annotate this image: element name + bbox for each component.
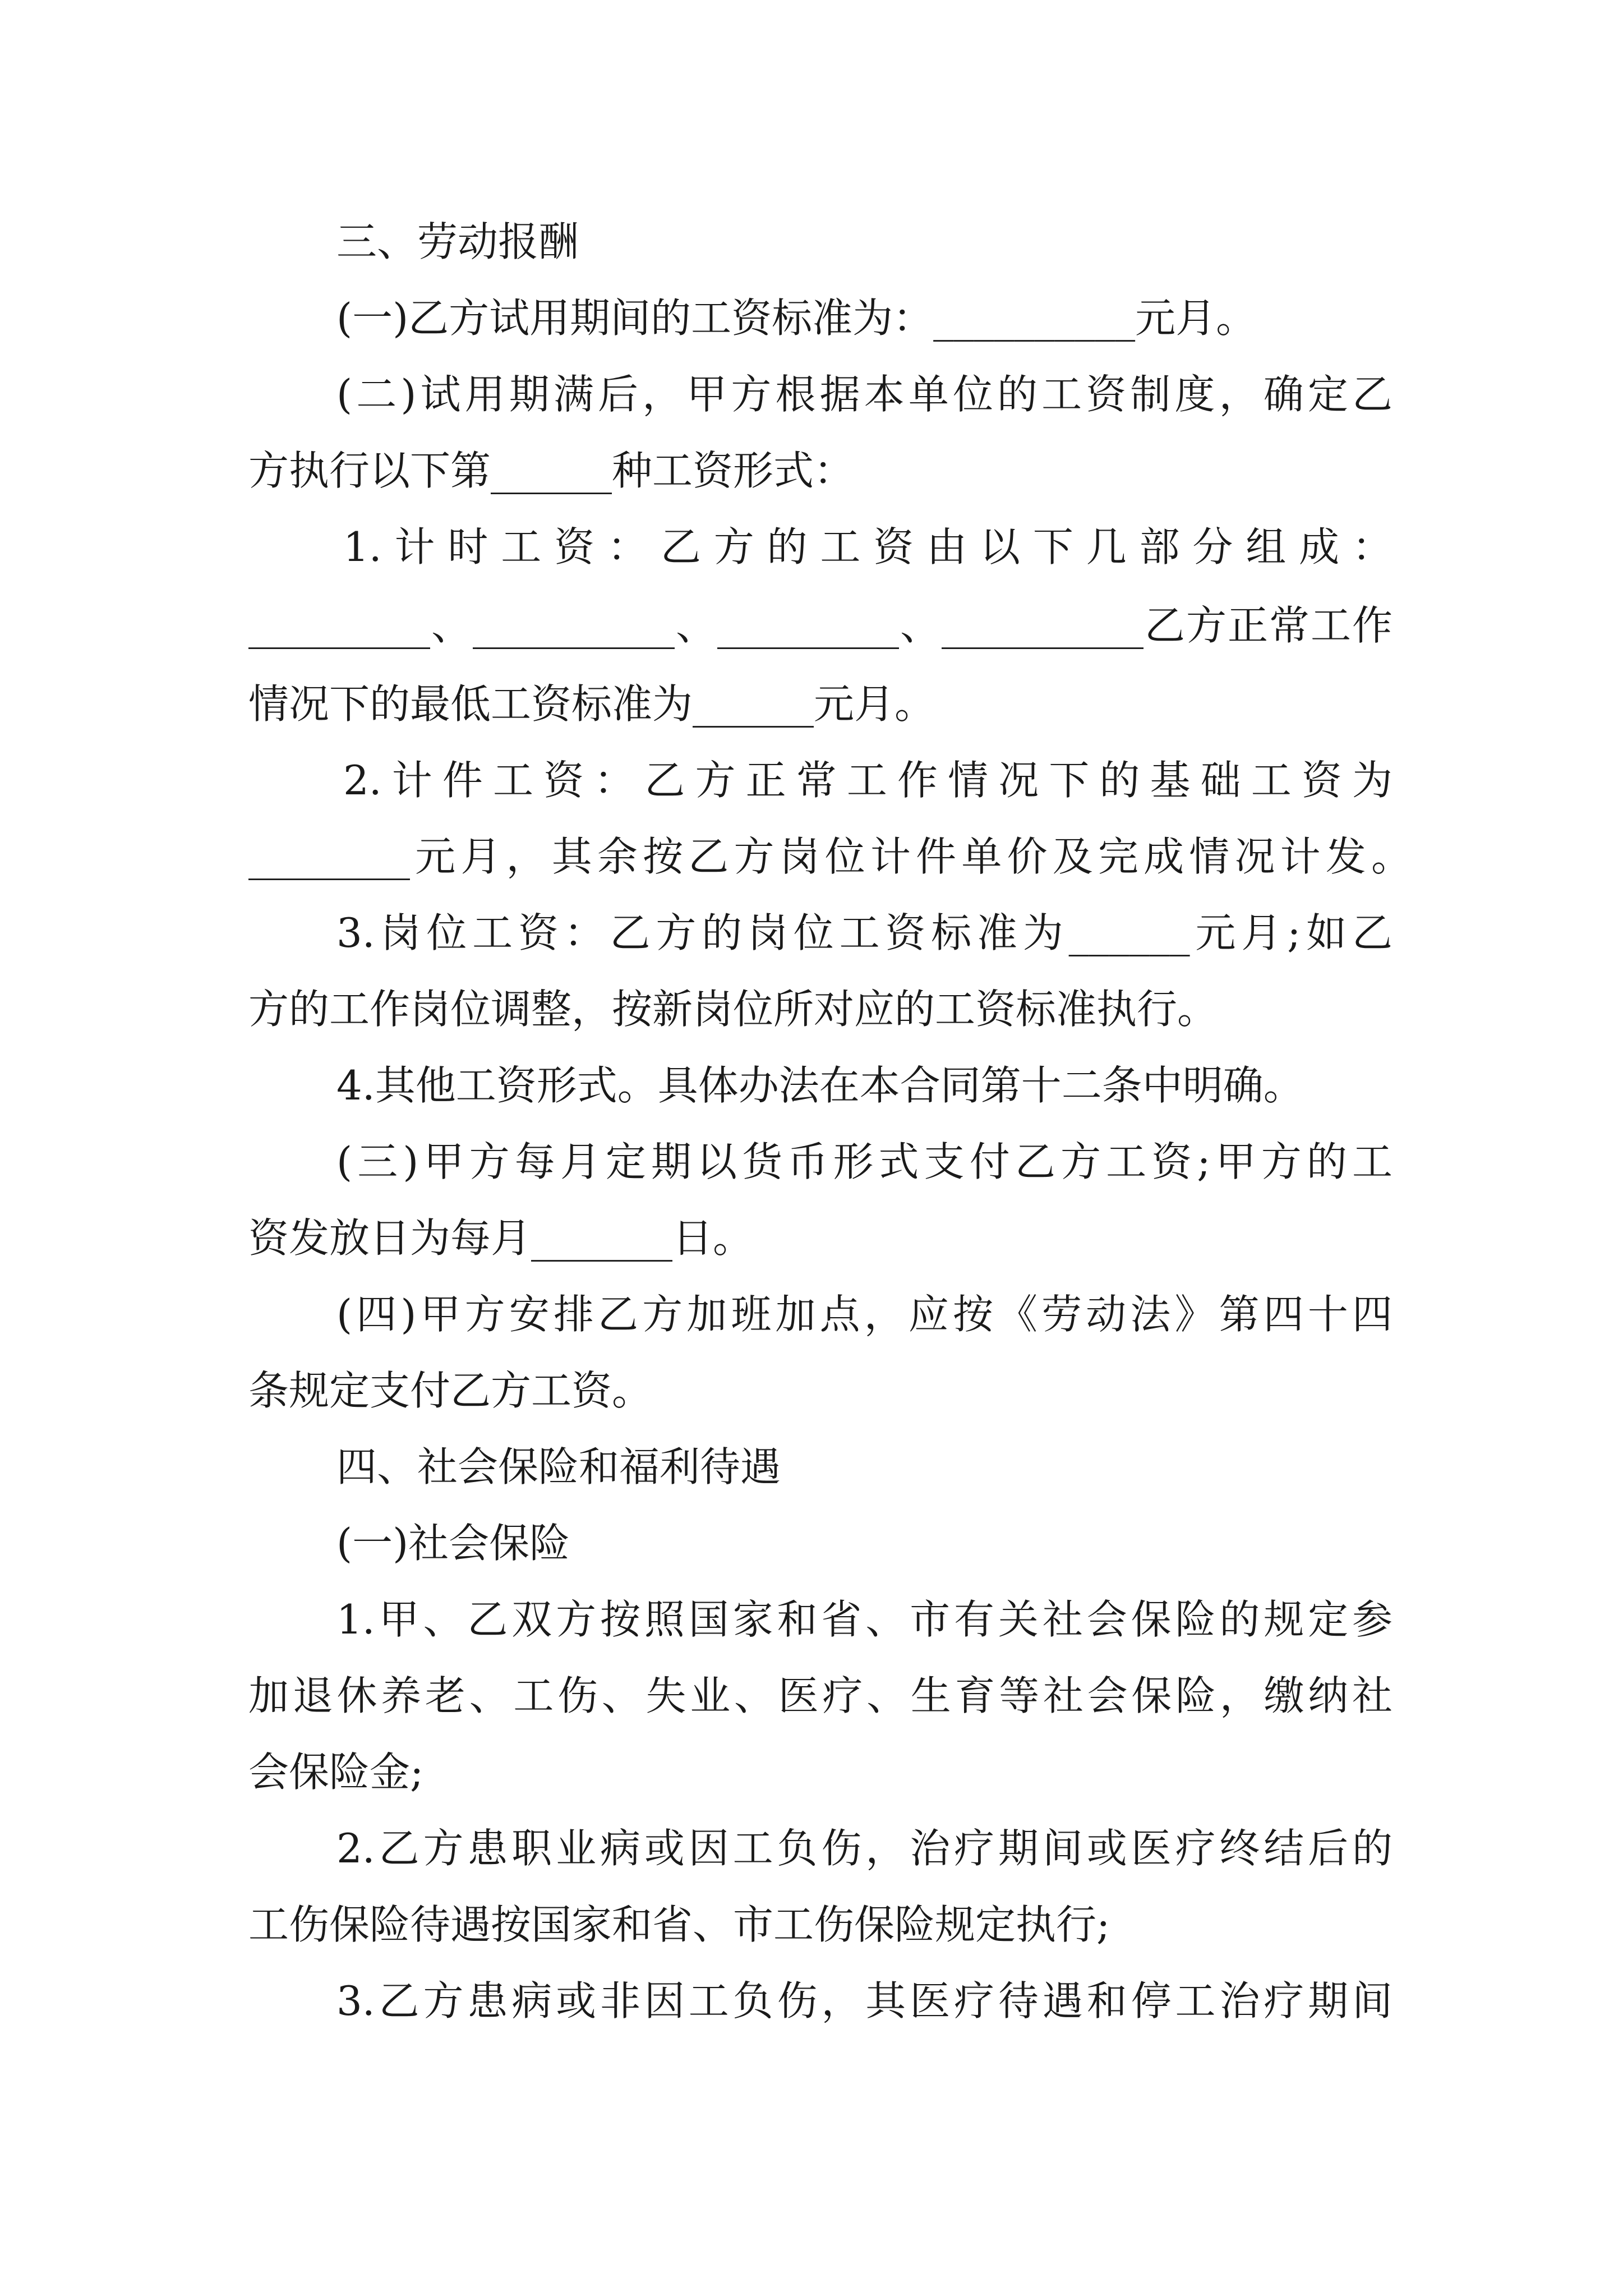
paragraph-line: 工伤保险待遇按国家和省、市工伤保险规定执行; — [248, 1901, 1110, 1948]
paragraph-line: 2.乙方患职业病或因工负伤，治疗期间或医疗终结后的 — [336, 1825, 1393, 1872]
section-heading-labor-remuneration: 三、劳动报酬 — [336, 218, 579, 265]
section-heading-social-insurance-welfare: 四、社会保险和福利待遇 — [336, 1443, 781, 1490]
paragraph-line: 会保险金; — [248, 1749, 424, 1796]
paragraph-line: (一)乙方试用期间的工资标准为：__________元月。 — [336, 295, 1257, 342]
paragraph-line: 方执行以下第______种工资形式： — [248, 447, 855, 494]
paragraph-line: 资发放日为每月_______日。 — [248, 1214, 754, 1262]
paragraph-line: ________元月，其余按乙方岗位计件单价及完成情况计发。 — [248, 833, 1412, 880]
paragraph-line: 条规定支付乙方工资。 — [248, 1367, 653, 1414]
paragraph-line: 3.乙方患病或非因工负伤，其医疗待遇和停工治疗期间 — [336, 1977, 1393, 2024]
paragraph-line: 2.计件工资：乙方正常工作情况下的基础工资为 — [343, 757, 1393, 804]
paragraph-line: 情况下的最低工资标准为______元月。 — [248, 680, 935, 728]
paragraph-line: 方的工作岗位调整，按新岗位所对应的工资标准执行。 — [248, 986, 1218, 1033]
paragraph-line: (二)试用期满后，甲方根据本单位的工资制度，确定乙 — [336, 371, 1393, 418]
paragraph-line: 4.其他工资形式。具体办法在本合同第十二条中明确。 — [336, 1062, 1304, 1109]
paragraph-line: 加退休养老、工伤、失业、医疗、生育等社会保险，缴纳社 — [248, 1672, 1393, 1719]
paragraph-line: 3.岗位工资：乙方的岗位工资标准为______元月;如乙 — [336, 909, 1393, 956]
paragraph-line: 1.计时工资：乙方的工资由以下几部分组成： — [343, 523, 1393, 570]
paragraph-line: (三)甲方每月定期以货币形式支付乙方工资;甲方的工 — [336, 1138, 1393, 1185]
paragraph-line: (四)甲方安排乙方加班加点，应按《劳动法》第四十四 — [336, 1291, 1393, 1338]
paragraph-line: 1.甲、乙双方按照国家和省、市有关社会保险的规定参 — [336, 1596, 1393, 1643]
paragraph-line: _________、__________、_________、__________乙方正常工作 — [248, 602, 1393, 649]
subsection-heading-social-insurance: (一)社会保险 — [336, 1520, 570, 1567]
